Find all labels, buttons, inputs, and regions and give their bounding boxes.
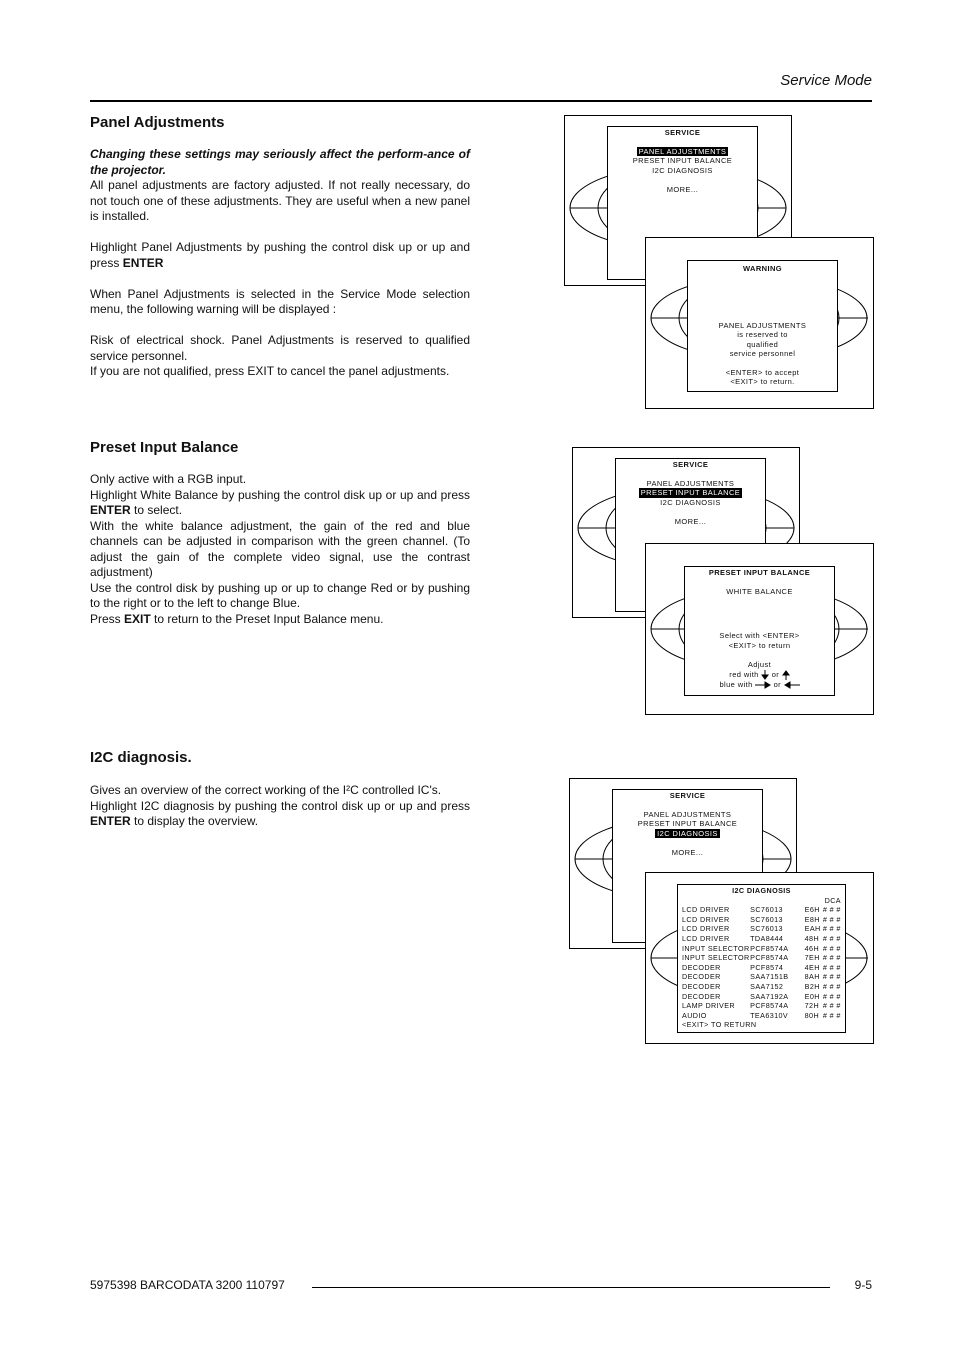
i2c-cell: # # # <box>822 981 841 991</box>
preset-line: Highlight White Balance by pushing the control disk up or up and press ENTER to select. <box>90 487 470 517</box>
preset-line: Only active with a RGB input. <box>90 472 247 486</box>
i2c-cell: 48H <box>804 933 820 943</box>
i2c-cell: LCD DRIVER <box>682 905 730 915</box>
i2c-cell: 80H <box>804 1010 820 1020</box>
i2c-cell: # # # <box>822 962 841 972</box>
i2c-device-row <box>678 905 845 915</box>
i2c-cell: TEA6310V <box>750 1010 789 1020</box>
preset-line: With the white balance adjustment, the gain of the red and blue channels can be adjusted in comparison with the green channel. (To adjust the gain of the complete video signal, use the contrast adjustment) <box>90 518 470 579</box>
blue-adjust-row: blue with or <box>685 680 834 690</box>
document-id: 5975398 BARCODATA 3200 110797 <box>90 1278 285 1292</box>
i2c-diagnosis-screen <box>645 872 874 1044</box>
i2c-cell: # # # <box>822 1010 841 1020</box>
menu-item-more[interactable]: MORE... <box>671 848 704 857</box>
i2c-device-row <box>678 982 845 992</box>
i2c-menu-title: I2C DIAGNOSIS <box>732 886 791 895</box>
warning-line: is reserved to <box>737 330 788 339</box>
i2c-device-row <box>678 953 845 963</box>
menu-item-panel-adjustments[interactable]: PANEL ADJUSTMENTS <box>643 809 732 819</box>
select-hint: Select with <ENTER> <box>719 631 800 640</box>
warning-screen <box>645 237 874 409</box>
i2c-diagnosis-text <box>90 783 470 830</box>
red-adjust-row: red with or <box>685 670 834 680</box>
i2c-cell: SC76013 <box>750 905 783 915</box>
i2c-cell: B2H <box>804 981 820 991</box>
i2c-cell: PCF8574 <box>750 962 784 972</box>
i2c-cell: # # # <box>822 933 841 943</box>
i2c-cell: PCF8574A <box>750 943 789 953</box>
arrow-down-icon <box>761 670 769 680</box>
i2c-cell: 4EH <box>804 962 820 972</box>
accept-hint: <ENTER> to accept <box>725 367 800 377</box>
i2c-cell: LAMP DRIVER <box>682 1001 735 1011</box>
i2c-cell: EAH <box>804 924 821 934</box>
warning-dialog <box>687 260 838 392</box>
i2c-cell: SC76013 <box>750 914 783 924</box>
menu-item-i2c-diagnosis[interactable]: I2C DIAGNOSIS <box>660 497 721 507</box>
panel-warning-text: Changing these settings may seriously affect the perform-ance of the projector. <box>90 147 470 177</box>
preset-line: Use the control disk by pushing up or up to change Red or by pushing to the right or to the left to change Blue. <box>90 580 470 610</box>
panel-p1: All panel adjustments are factory adjusted. If not really necessary, do not touch one of these adjustments. They are useful when a new panel is installed. <box>90 178 470 223</box>
i2c-cell: # # # <box>822 943 841 953</box>
dca-column-header: DCA <box>824 895 841 905</box>
menu-item-panel-adjustments[interactable]: PANEL ADJUSTMENTS <box>646 478 735 488</box>
menu-item-i2c-diagnosis[interactable]: I2C DIAGNOSIS <box>657 828 718 838</box>
menu-title: SERVICE <box>672 460 709 469</box>
i2c-menu <box>677 884 846 1033</box>
adjust-label: Adjust <box>747 660 772 669</box>
arrow-up-icon <box>782 670 790 680</box>
i2c-cell: LCD DRIVER <box>682 933 730 943</box>
exit-hint: <EXIT> TO RETURN <box>682 1020 757 1030</box>
menu-item-preset-input-balance[interactable]: PRESET INPUT BALANCE <box>637 819 738 828</box>
i2c-device-row <box>678 1001 845 1011</box>
return-hint: <EXIT> to return <box>728 640 791 650</box>
i2c-device-row <box>678 992 845 1002</box>
menu-item-i2c-diagnosis[interactable]: I2C DIAGNOSIS <box>652 165 713 175</box>
preset-line: Press EXIT to return to the Preset Input Balance menu. <box>90 611 384 626</box>
i2c-cell: LCD DRIVER <box>682 924 730 934</box>
menu-item-panel-adjustments[interactable]: PANEL ADJUSTMENTS <box>638 146 727 156</box>
i2c-cell: E0H <box>804 991 820 1001</box>
i2c-cell: SC76013 <box>750 924 783 934</box>
arrow-left-icon <box>784 681 800 689</box>
menu-item-more[interactable]: MORE... <box>674 517 707 526</box>
warning-line: qualified <box>746 339 779 349</box>
section-title: Service Mode <box>780 72 872 89</box>
i2c-cell: DECODER <box>682 981 721 991</box>
menu-title: SERVICE <box>669 791 706 800</box>
preset-input-balance-heading: Preset Input Balance <box>90 439 239 456</box>
i2c-cell: 72H <box>804 1001 820 1011</box>
i2c-device-row <box>678 934 845 944</box>
i2c-device-list <box>678 905 845 1020</box>
balance-title: PRESET INPUT BALANCE <box>708 568 811 577</box>
i2c-line: Highlight I2C diagnosis by pushing the control disk up or up and press ENTER to display the overview. <box>90 798 470 828</box>
i2c-cell: # # # <box>822 972 841 982</box>
i2c-cell: DECODER <box>682 962 721 972</box>
i2c-cell: INPUT SELECTOR <box>682 943 750 953</box>
i2c-cell: DECODER <box>682 991 721 1001</box>
i2c-cell: SAA7152 <box>750 981 784 991</box>
i2c-device-row <box>678 1011 845 1021</box>
footer-rule <box>312 1287 830 1288</box>
balance-menu <box>684 566 835 696</box>
i2c-device-row <box>678 924 845 934</box>
menu-item-more[interactable]: MORE... <box>666 185 699 194</box>
i2c-cell: DECODER <box>682 972 721 982</box>
i2c-cell: SAA7192A <box>750 991 789 1001</box>
panel-adjustments-heading: Panel Adjustments <box>90 114 225 131</box>
i2c-cell: LCD DRIVER <box>682 914 730 924</box>
i2c-cell: AUDIO <box>682 1010 707 1020</box>
panel-p4: Risk of electrical shock. Panel Adjustments is reserved to qualified service personnel. <box>90 333 470 363</box>
i2c-diagnosis-heading: I2C diagnosis. <box>90 749 192 766</box>
panel-p3: When Panel Adjustments is selected in the Service Mode selection menu, the following warning will be displayed : <box>90 286 470 316</box>
page-number: 9-5 <box>854 1278 872 1292</box>
i2c-cell: SAA7151B <box>750 972 789 982</box>
i2c-cell: # # # <box>822 905 841 915</box>
i2c-cell: E8H <box>804 914 820 924</box>
menu-item-preset-input-balance[interactable]: PRESET INPUT BALANCE <box>640 488 741 497</box>
i2c-cell: # # # <box>822 924 841 934</box>
i2c-cell: PCF8574A <box>750 1001 789 1011</box>
warning-line: PANEL ADJUSTMENTS <box>718 320 807 330</box>
i2c-cell: # # # <box>822 1001 841 1011</box>
return-hint: <EXIT> to return. <box>730 377 795 386</box>
warning-line: service personnel <box>729 349 796 358</box>
i2c-device-row <box>678 915 845 925</box>
i2c-device-row <box>678 944 845 954</box>
panel-p2: Highlight Panel Adjustments by pushing the control disk up or up and press ENTER <box>90 240 470 270</box>
i2c-cell: # # # <box>822 953 841 963</box>
i2c-cell: E6H <box>804 905 820 915</box>
white-balance-item[interactable]: WHITE BALANCE <box>726 586 793 596</box>
i2c-line: Gives an overview of the correct working of the I²C controlled IC's. <box>90 783 442 797</box>
i2c-cell: 46H <box>804 943 820 953</box>
i2c-device-row <box>678 972 845 982</box>
i2c-cell: 7EH <box>804 953 820 963</box>
page-header <box>90 70 872 102</box>
i2c-device-row <box>678 963 845 973</box>
arrow-right-icon <box>755 681 771 689</box>
panel-adjustments-text <box>90 147 470 380</box>
menu-title: SERVICE <box>664 128 701 137</box>
i2c-cell: TDA8444 <box>750 933 784 943</box>
menu-item-preset-input-balance[interactable]: PRESET INPUT BALANCE <box>632 156 733 165</box>
panel-p5: If you are not qualified, press EXIT to cancel the panel adjustments. <box>90 364 450 378</box>
i2c-cell: # # # <box>822 991 841 1001</box>
i2c-cell: # # # <box>822 914 841 924</box>
white-balance-screen <box>645 543 874 715</box>
preset-input-balance-text <box>90 472 470 627</box>
i2c-cell: PCF8574A <box>750 953 789 963</box>
warning-title: WARNING <box>742 264 783 273</box>
i2c-cell: INPUT SELECTOR <box>682 953 750 963</box>
i2c-cell: 8AH <box>804 972 820 982</box>
